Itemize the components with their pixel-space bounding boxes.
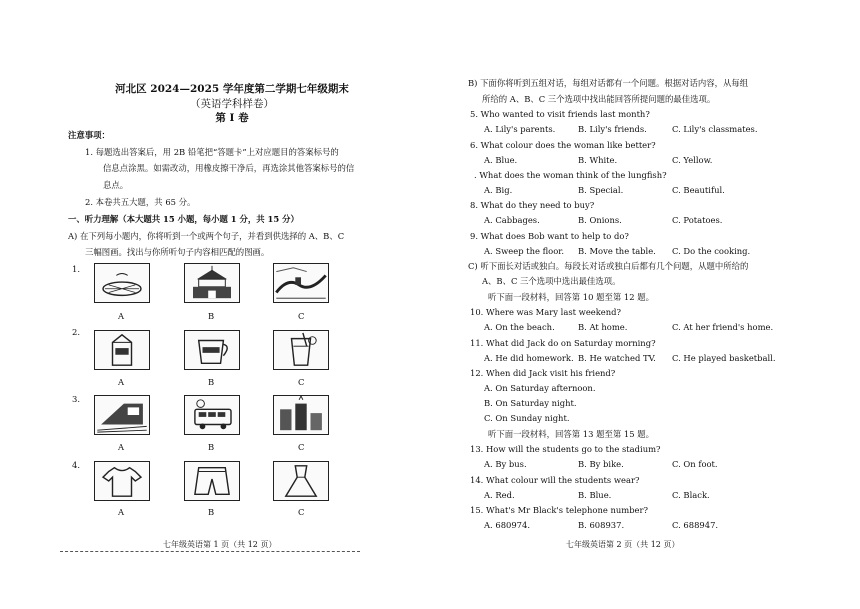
- question-stem: 5. Who wanted to visit friends last month?: [470, 109, 650, 119]
- option-c[interactable]: C. Black.: [672, 490, 710, 500]
- great-wall-icon[interactable]: [273, 263, 329, 303]
- question-number: 3.: [72, 394, 80, 404]
- part-c-instruction: C) 听下面长对话或独白。每段长对话或独白后都有几个问题，从题中所给的: [468, 261, 749, 271]
- option-label: B: [208, 377, 215, 387]
- option-b[interactable]: B. Onions.: [578, 215, 622, 225]
- option-a[interactable]: A. Sweep the floor.: [484, 246, 565, 256]
- option-c[interactable]: C. Potatoes.: [672, 215, 723, 225]
- question-number: 4.: [72, 460, 80, 470]
- question-number: 1.: [72, 264, 80, 274]
- question-stem: 12. When did Jack visit his friend?: [470, 368, 616, 378]
- part-a-instruction-cont: 三幅图画。找出与你所听句子内容相匹配的图画。: [85, 247, 270, 257]
- option-label: B: [208, 507, 215, 517]
- option-c[interactable]: C. On Sunday night.: [484, 413, 570, 423]
- milk-carton-icon[interactable]: [94, 330, 150, 370]
- option-c[interactable]: C. He played basketball.: [672, 353, 776, 363]
- option-b[interactable]: B. Move the table.: [578, 246, 656, 256]
- option-c[interactable]: C. Lily's classmates.: [672, 124, 758, 134]
- option-b[interactable]: B. At home.: [578, 322, 628, 332]
- option-label: A: [118, 311, 125, 321]
- option-a[interactable]: A. Blue.: [484, 155, 518, 165]
- option-b[interactable]: B. White.: [578, 155, 618, 165]
- t-shirt-icon[interactable]: [94, 461, 150, 501]
- page-footer: 七年级英语第 1 页（共 12 页）: [163, 540, 277, 549]
- option-a[interactable]: A. On the beach.: [484, 322, 555, 332]
- notice-item-1-end: 息点。: [103, 180, 129, 190]
- question-stem: 15. What's Mr Black's telephone number?: [470, 505, 649, 515]
- notice-item-1-cont: 信息点涂黑。如需改动，用橡皮擦干净后，再选涂其他答案标号的信: [103, 163, 355, 173]
- notice-item-2: 2. 本卷共五大题，共 65 分。: [85, 197, 196, 207]
- bus-icon[interactable]: [184, 395, 240, 435]
- option-c[interactable]: C. Yellow.: [672, 155, 713, 165]
- notice-heading: 注意事项：: [68, 130, 110, 140]
- question-stem: 14. What colour will the students wear?: [470, 475, 640, 485]
- city-buildings-icon[interactable]: [273, 395, 329, 435]
- option-label: C: [298, 377, 305, 387]
- exam-title: 河北区 2024—2025 学年度第二学期七年级期末: [115, 83, 349, 95]
- juice-glass-icon[interactable]: [273, 330, 329, 370]
- question-number: 2.: [72, 327, 80, 337]
- option-c[interactable]: C. Do the cooking.: [672, 246, 751, 256]
- question-stem: . What does the woman think of the lungfish?: [474, 170, 667, 180]
- question-stem: 9. What does Bob want to help to do?: [470, 231, 629, 241]
- option-a[interactable]: A. He did homework.: [484, 353, 574, 363]
- option-b[interactable]: B. He watched TV.: [578, 353, 656, 363]
- option-label: B: [208, 311, 215, 321]
- option-a[interactable]: A. On Saturday afternoon.: [484, 383, 596, 393]
- option-c[interactable]: C. On foot.: [672, 459, 718, 469]
- question-stem: 8. What do they need to buy?: [470, 200, 595, 210]
- shorts-icon[interactable]: [184, 461, 240, 501]
- option-a[interactable]: A. By bus.: [484, 459, 527, 469]
- option-b[interactable]: B. Blue.: [578, 490, 612, 500]
- option-label: C: [298, 507, 305, 517]
- option-b[interactable]: B. By bike.: [578, 459, 624, 469]
- question-stem: 10. Where was Mary last weekend?: [470, 307, 622, 317]
- part-c-instruction-cont: A、B、C 三个选项中选出最佳选项。: [482, 276, 621, 286]
- option-b[interactable]: B. Lily's friends.: [578, 124, 647, 134]
- option-label: C: [298, 442, 305, 452]
- footer-divider: [60, 551, 360, 552]
- exam-subtitle: （英语学科样卷）: [190, 98, 274, 110]
- option-a[interactable]: A. Cabbages.: [484, 215, 540, 225]
- bird-nest-stadium-icon[interactable]: [94, 263, 150, 303]
- volume-title: 第 I 卷: [215, 112, 249, 124]
- dress-icon[interactable]: [273, 461, 329, 501]
- question-stem: 6. What colour does the woman like better?: [470, 140, 656, 150]
- question-stem: 13. How will the students go to the stadium?: [470, 444, 661, 454]
- section-heading-listening: 一、听力理解（本大题共 15 小题，每小题 1 分，共 15 分）: [68, 214, 299, 224]
- option-c[interactable]: C. At her friend's home.: [672, 322, 774, 332]
- part-b-instruction-cont: 所给的 A、B、C 三个选项中找出能回答所提问题的最佳选项。: [482, 94, 716, 104]
- question-stem: 11. What did Jack do on Saturday morning?: [470, 338, 656, 348]
- option-a[interactable]: A. Lily's parents.: [484, 124, 556, 134]
- option-a[interactable]: A. Red.: [484, 490, 515, 500]
- material-intro: 听下面一段材料，回答第 10 题至第 12 题。: [488, 292, 654, 302]
- option-b[interactable]: B. On Saturday night.: [484, 398, 577, 408]
- option-b[interactable]: B. Special.: [578, 185, 624, 195]
- option-label: A: [118, 507, 125, 517]
- option-c[interactable]: C. Beautiful.: [672, 185, 725, 195]
- option-a[interactable]: A. Big.: [484, 185, 513, 195]
- option-b[interactable]: B. 608937.: [578, 520, 625, 530]
- option-label: A: [118, 442, 125, 452]
- train-icon[interactable]: [94, 395, 150, 435]
- option-label: A: [118, 377, 125, 387]
- option-label: C: [298, 311, 305, 321]
- notice-item-1: 1. 每题选出答案后，用 2B 铅笔把“答题卡”上对应题目的答案标号的: [85, 147, 339, 157]
- part-b-instruction: B) 下面你将听到五组对话，每组对话都有一个问题。根据对话内容，从每组: [468, 78, 749, 88]
- material-intro: 听下面一段材料，回答第 13 题至第 15 题。: [488, 429, 654, 439]
- option-c[interactable]: C. 688947.: [672, 520, 719, 530]
- tiananmen-gate-icon[interactable]: [184, 263, 240, 303]
- page-footer: 七年级英语第 2 页（共 12 页）: [566, 540, 680, 549]
- coffee-cup-icon[interactable]: [184, 330, 240, 370]
- option-a[interactable]: A. 680974.: [484, 520, 531, 530]
- part-a-instruction: A) 在下列每小题内，你将听到一个或两个句子，并看到供选择的 A、B、C: [68, 231, 345, 241]
- option-label: B: [208, 442, 215, 452]
